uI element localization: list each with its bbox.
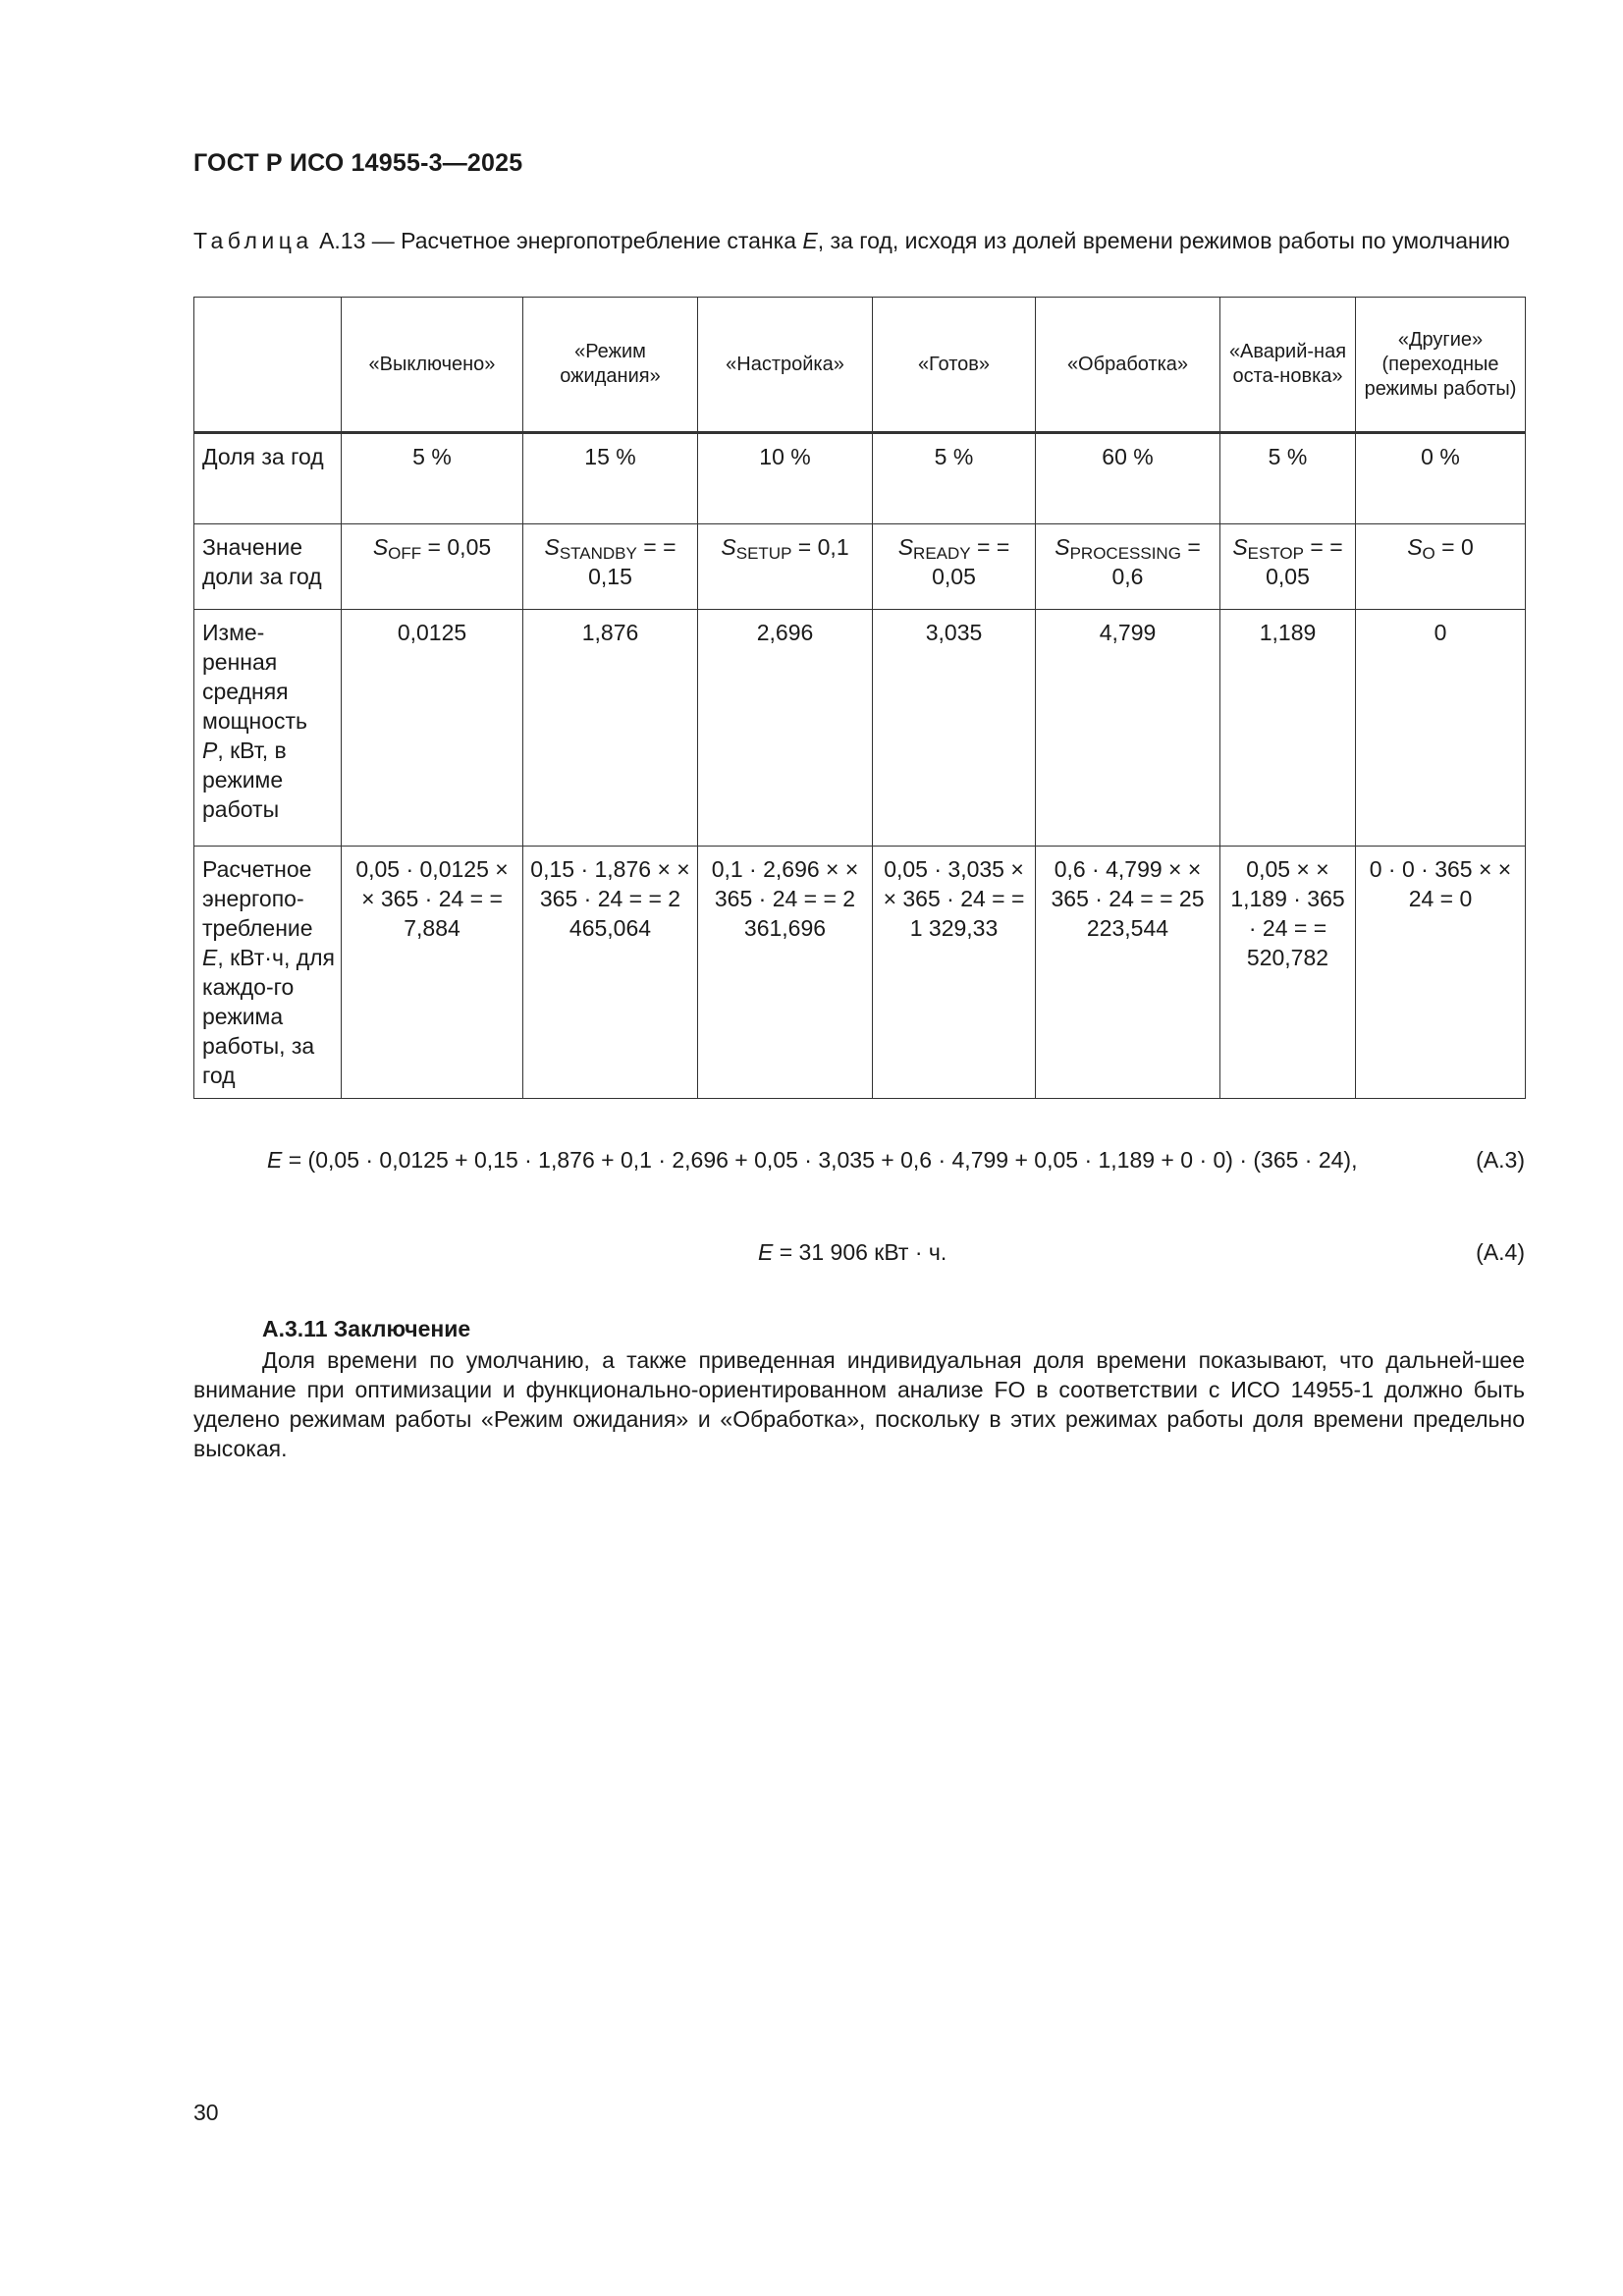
formula-a4-number: (А.4) (1476, 1239, 1525, 1265)
math-subscript: ESTOP (1247, 544, 1304, 563)
math-symbol: S (721, 534, 736, 560)
math-symbol: E (802, 228, 818, 253)
section-title: А.3.11 Заключение (262, 1316, 471, 1341)
math-subscript: O (1422, 544, 1435, 563)
table-caption (193, 226, 1525, 255)
math-symbol: S (372, 534, 389, 560)
table-cell: 60 % (1036, 433, 1220, 524)
table-cell: $S_{OFF} = 0,05$ (342, 524, 523, 610)
table-cell: 5 % (342, 433, 523, 524)
table-cell: 0,15 · 1,876 × × 365 · 24 = = 2 465,064 (523, 847, 698, 1099)
header-cell-estop: «Аварий-ная оста-новка» (1220, 298, 1356, 433)
math-subscript: STANDBY (559, 544, 637, 563)
formula-a4-expression: E = 31 906 кВт · ч. (758, 1239, 947, 1265)
table-cell: 15 % (523, 433, 698, 524)
math-symbol: S (1407, 534, 1423, 560)
table-row (194, 847, 1526, 1099)
math-subscript: SETUP (735, 544, 792, 563)
table-cell: 5 % (1220, 433, 1356, 524)
header-cell-ready: «Готов» (873, 298, 1036, 433)
table-caption-label: Таблица (193, 228, 313, 253)
table-cell: 0,6 · 4,799 × × 365 · 24 = = 25 223,544 (1036, 847, 1220, 1099)
math-symbol: E (758, 1239, 774, 1265)
header-cell-standby: «Режим ожидания» (523, 298, 698, 433)
table-cell: 0 · 0 · 365 × × 24 = 0 (1356, 847, 1526, 1099)
table-cell: 1,189 (1220, 610, 1356, 847)
table-caption-text: А.13 — Расчетное энергопотребление станка E, за год, исходя из долей времени режимов работы по умолчанию (312, 228, 1510, 253)
table-cell: $S_{PROCESSING} = 0,6$ (1036, 524, 1220, 610)
table-row (194, 524, 1526, 610)
table-cell: $S_{READY}$ = = 0,05 (873, 524, 1036, 610)
math-symbol: E (202, 945, 218, 970)
table-cell: 0 % (1356, 433, 1526, 524)
row-head-power: Изме-ренная средняя мощность P, кВт, в режиме работы (194, 610, 342, 847)
document-header: ГОСТ Р ИСО 14955-3—2025 (193, 149, 523, 177)
math-symbol: E (267, 1147, 283, 1173)
section-paragraph (193, 1345, 1525, 1463)
math-subscript: OFF (388, 544, 422, 563)
table-cell: 10 % (698, 433, 873, 524)
table-cell: 2,696 (698, 610, 873, 847)
math-symbol: S (897, 534, 914, 560)
table-row (194, 610, 1526, 847)
table-cell: 5 % (873, 433, 1036, 524)
row-head-energy: Расчетное энергопо-требление E, кВт·ч, для каждо-го режима работы, за год (194, 847, 342, 1099)
math-symbol: S (1055, 534, 1070, 560)
table-cell: $S_{SETUP} = 0,1$ (698, 524, 873, 610)
table-header-row (194, 298, 1526, 433)
energy-consumption-table (193, 297, 1526, 1099)
header-cell-off: «Выключено» (342, 298, 523, 433)
table-cell: 0,1 · 2,696 × × 365 · 24 = = 2 361,696 (698, 847, 873, 1099)
header-cell-other: «Другие» (переходные режимы работы) (1356, 298, 1526, 433)
header-cell-setup: «Настройка» (698, 298, 873, 433)
table-cell: 3,035 (873, 610, 1036, 847)
table-cell: 0,05 · 3,035 × × 365 · 24 = = 1 329,33 (873, 847, 1036, 1099)
table-cell: 0 (1356, 610, 1526, 847)
table-row (194, 433, 1526, 524)
formula-a3-expression: E = (0,05 · 0,0125 + 0,15 · 1,876 + 0,1 · 2,696 + 0,05 · 3,035 + 0,6 · 4,799 + 0,05 · 1,189 + 0 · 0) · (365 · 24), (267, 1147, 1358, 1173)
math-symbol: S (1232, 534, 1248, 560)
page-number: 30 (193, 2100, 219, 2125)
formula-a3-number: (А.3) (1476, 1147, 1525, 1173)
table-cell: $S_O = 0$ (1356, 524, 1526, 610)
table-cell: 4,799 (1036, 610, 1220, 847)
table-cell: 1,876 (523, 610, 698, 847)
table-cell: $S_{STANDBY}$ = = 0,15 (523, 524, 698, 610)
math-symbol: S (544, 534, 560, 560)
table-cell: 0,0125 (342, 610, 523, 847)
row-head-share: Доля за год (194, 433, 342, 524)
math-subscript: READY (913, 544, 971, 563)
header-cell-empty (194, 298, 342, 433)
header-cell-processing: «Обработка» (1036, 298, 1220, 433)
math-subscript: PROCESSING (1069, 544, 1181, 563)
table-cell: 0,05 · 0,0125 × × 365 · 24 = = 7,884 (342, 847, 523, 1099)
table-cell: $S_{ESTOP}$ = = 0,05 (1220, 524, 1356, 610)
row-head-share-value: Значение доли за год (194, 524, 342, 610)
table-cell: 0,05 × × 1,189 · 365 · 24 = = 520,782 (1220, 847, 1356, 1099)
math-symbol: P (202, 738, 218, 763)
section-paragraph-text: Доля времени по умолчанию, а также приведенная индивидуальная доля времени показывают, что дальней-шее внимание при оптимизации и функционально-ориентированном анализе FO в соответствии с ИСО 14955-1 должно быть уделено режимам работы «Режим ожидания» и «Обработка», поскольку в этих режимах работы доля времени предельно высокая. (193, 1347, 1525, 1461)
